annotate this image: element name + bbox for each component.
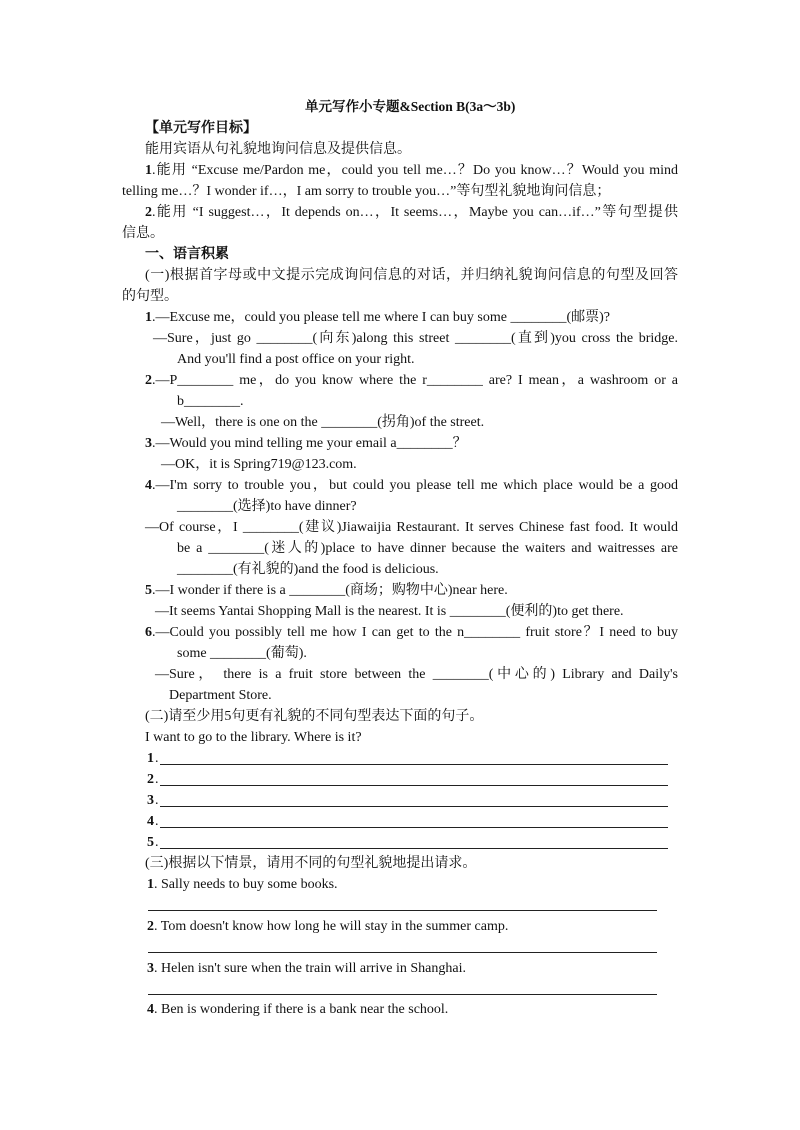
q3-line-a: 3.—Would you mind telling me your email a________？ (145, 436, 467, 451)
q6-line-a: 6.—Could you possibly tell me how I can get to the n________ fruit store？I need to buy (145, 625, 678, 640)
page-title: 单元写作小专题&Section B(3a～3b) (305, 99, 516, 114)
answer-blank-line[interactable] (160, 827, 668, 828)
answer-blank-number: 1 (147, 751, 154, 766)
q6-line-d: Department Store. (169, 688, 272, 703)
part2-heading: (二)请至少用5句更有礼貌的不同句型表达下面的句子。 (145, 709, 484, 724)
q4-line-a: 4.—I'm sorry to trouble you，but could you please tell me which place would be a good (145, 478, 678, 493)
q2-line-b: b________. (177, 394, 244, 409)
q1-line-c: And you'll find a post office on your right. (177, 352, 415, 367)
answer-blank-number: 2 (147, 772, 154, 787)
scenario-item: 4. Ben is wondering if there is a bank near the school. (147, 1002, 449, 1017)
answer-line[interactable] (148, 910, 657, 911)
q5-line-b: —It seems Yantai Shopping Mall is the nearest. It is ________(便利的)to get there. (155, 604, 624, 619)
q5-line-a: 5.—I wonder if there is a ________(商场；购物中心)near here. (145, 583, 508, 598)
answer-blank-number: 3 (147, 793, 154, 808)
q4-line-b: ________(选择)to have dinner? (177, 499, 357, 514)
q3-line-b: —OK，it is Spring719@123.com. (161, 457, 357, 472)
part3-heading: (三)根据以下情景，请用不同的句型礼貌地提出请求。 (145, 856, 477, 871)
scenario-item: 3. Helen isn't sure when the train will arrive in Shanghai. (147, 961, 466, 976)
part1-instruction-line2: 的句型。 (122, 289, 178, 304)
part1-instruction-line1: (一)根据首字母或中文提示完成询问信息的对话，并归纳礼貌询问信息的句型及回答 (145, 268, 678, 283)
part2-sentence: I want to go to the library. Where is it? (145, 730, 362, 745)
q1-line-b: —Sure，just go ________(向东)along this street ________(直到)you cross the bridge. (153, 331, 678, 346)
answer-line[interactable] (148, 994, 657, 995)
q4-line-d: be a ________(迷人的)place to have dinner because the waiters and waitresses are (177, 541, 678, 556)
answer-blank-number: 4 (147, 814, 154, 829)
q6-line-c: —Sure， there is a fruit store between the ________(中心的) Library and Daily's (155, 667, 678, 682)
scenario-item: 2. Tom doesn't know how long he will stay in the summer camp. (147, 919, 509, 934)
goal2-line2: 信息。 (122, 226, 164, 241)
q4-line-c: —Of course，I ________(建议)Jiawaijia Restaurant. It serves Chinese fast food. It would (145, 520, 678, 535)
goal1-line1: 1.能用 “Excuse me/Pardon me，could you tell me…？Do you know…？Would you mind (145, 163, 678, 178)
goal-heading: 【单元写作目标】 (145, 121, 257, 136)
q2-line-a: 2.—P________ me，do you know where the r________ are? I mean，a washroom or a (145, 373, 678, 388)
section1-heading: 一、语言积累 (145, 247, 229, 262)
answer-blank-line[interactable] (160, 806, 668, 807)
goal-intro: 能用宾语从句礼貌地询问信息及提供信息。 (145, 142, 411, 157)
q4-line-e: ________(有礼貌的)and the food is delicious. (177, 562, 439, 577)
answer-blank-number: 5 (147, 835, 154, 850)
answer-blank-line[interactable] (160, 764, 668, 765)
q2-line-c: —Well，there is one on the ________(拐角)of the street. (161, 415, 485, 430)
goal2-line1: 2.能用 “I suggest…，It depends on…，It seems…，Maybe you can…if…”等句型提供 (145, 205, 678, 220)
worksheet-page: 单元写作小专题&Section B(3a～3b) 【单元写作目标】 能用宾语从句礼貌地询问信息及提供信息。 1.能用 “Excuse me/Pardon me，could you tell me…？Do you know…？Would you mind telling me…？I wonder if…，I am sorry to trouble you…”等句型礼貌地询问信息； 2.能用 “I suggest…，It depends on…，It seems…，Maybe you can…if…”等句型提供 信息。 一、语言积累 (一)根据首字母或中文提示完成询问信息的对话，并归纳礼貌询问信息的句型及回答 的句型。 1.—Excuse me，could you please tell me where I can buy some ________(邮票)? —Sure，just go ________(向东)along this street ________(直到)you cross the bridge. And you'll find a post office on your right. 2.—P________ me，do you know where the r________ are? I mean，a washroom or a b________. —Well，there is one on the ________(拐角)of the street. 3.—Would you mind telling me your email a________？ —OK，it is Spring719@123.com. 4.—I'm sorry to trouble you，but could you please tell me which place would be a good ________(选择)to have dinner? —Of course，I ________(建议)Jiawaijia Restaurant. It serves Chinese fast food. It would be a ________(迷人的)place to have dinner because the waiters and waitresses are ________(有礼貌的)and the food is delicious. 5.—I wonder if there is a ________(商场；购物中心)near here. —It seems Yantai Shopping Mall is the nearest. It is ________(便利的)to get there. 6.—Could you possibly tell me how I can get to the n________ fruit store？I need to buy some ________(葡萄). —Sure， there is a fruit store between the ________(中心的) Library and Daily's Department Store. (二)请至少用5句更有礼貌的不同句型表达下面的句子。 I want to go to the library. Where is it? 1 . 2 . 3 . 4 . 5 . (三)根据以下情景，请用不同的句型礼貌地提出请求。 1. Sally needs to buy some books. 2. Tom doesn't know how long he will stay in the summer camp. 3. Helen isn't sure when the train will arrive in Shanghai. 4. Ben is wondering if there is a bank near the school. (0, 0, 800, 1130)
answer-blank-line[interactable] (160, 848, 668, 849)
q1-line-a: 1.—Excuse me，could you please tell me where I can buy some ________(邮票)? (145, 310, 610, 325)
q6-line-b: some ________(葡萄). (177, 646, 307, 661)
answer-line[interactable] (148, 952, 657, 953)
scenario-item: 1. Sally needs to buy some books. (147, 877, 338, 892)
answer-blank-line[interactable] (160, 785, 668, 786)
goal1-line2: telling me…？I wonder if…，I am sorry to trouble you…”等句型礼貌地询问信息； (122, 184, 611, 199)
